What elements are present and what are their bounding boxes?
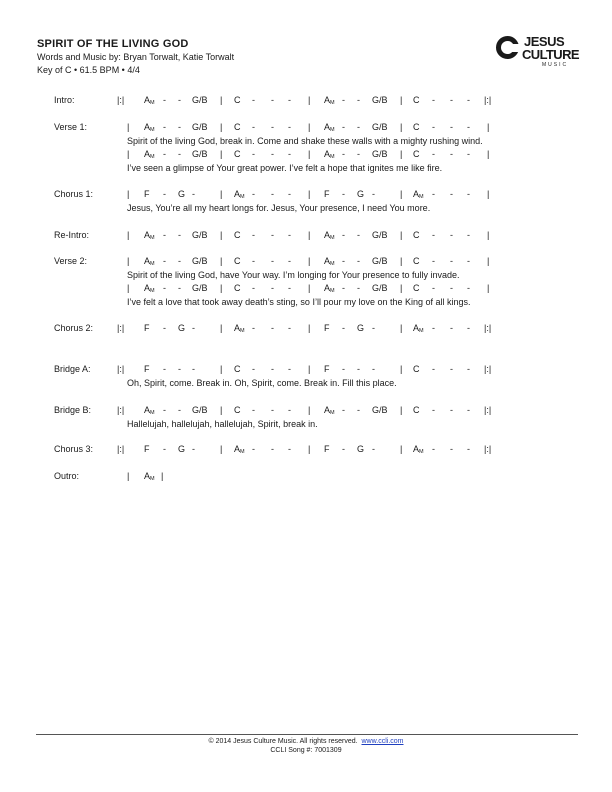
beat-dash: - [192, 444, 195, 454]
song-title: SPIRIT OF THE LIVING GOD [37, 38, 189, 50]
bar-line: | [220, 230, 223, 240]
beat-dash: - [450, 364, 453, 374]
beat-dash: - [163, 122, 166, 132]
beat-dash: - [252, 283, 255, 293]
chord-symbol: $A_M$ [324, 122, 335, 133]
lyric-line: Spirit of the living God, break in. Come and shake these walls with a mighty rushing wind. [127, 135, 483, 146]
beat-dash: - [357, 256, 360, 266]
chord-line [0, 363, 612, 375]
bar-line: | [220, 364, 223, 374]
beat-dash: - [163, 364, 166, 374]
chord-symbol: F [144, 364, 150, 374]
chord-symbol: G/B [372, 149, 388, 159]
ccli-song-number: CCLI Song #: 7001309 [270, 747, 342, 754]
ccli-link[interactable]: www.ccli.com [361, 738, 404, 745]
chord-symbol: G/B [192, 95, 208, 105]
beat-dash: - [342, 95, 345, 105]
chord-line [0, 282, 612, 294]
chord-line [0, 404, 612, 416]
chord-symbol: G/B [192, 230, 208, 240]
beat-dash: - [178, 256, 181, 266]
copyright-text: © 2014 Jesus Culture Music. All rights reserved. [208, 738, 358, 745]
chord-symbol: $A_M$ [144, 95, 155, 106]
chord-symbol: $A_M$ [144, 149, 155, 160]
beat-dash: - [432, 364, 435, 374]
song-key-info: Key of C • 61.5 BPM • 4/4 [37, 65, 140, 75]
beat-dash: - [288, 256, 291, 266]
section-label: Outro: [54, 471, 80, 481]
bar-line: | [487, 149, 490, 159]
bar-line: | [308, 283, 311, 293]
bar-line: | [400, 405, 403, 415]
section-label: Bridge B: [54, 405, 92, 415]
beat-dash: - [432, 230, 435, 240]
chord-symbol: F [324, 189, 330, 199]
chord-symbol: C [413, 122, 420, 132]
chord-symbol: G/B [192, 283, 208, 293]
bar-line: | [400, 122, 403, 132]
beat-dash: - [252, 149, 255, 159]
beat-dash: - [467, 364, 470, 374]
lyric-line: Spirit of the living God, have Your way. I’m longing for Your presence to fully invade. [127, 269, 460, 280]
bar-line: | [127, 149, 130, 159]
chord-symbol: $A_M$ [144, 230, 155, 241]
chord-symbol: C [234, 149, 241, 159]
bar-line: | [127, 230, 130, 240]
chord-symbol: C [234, 364, 241, 374]
bar-line: | [308, 323, 311, 333]
bar-line: |:| [117, 323, 125, 333]
beat-dash: - [271, 189, 274, 199]
bar-line: | [220, 256, 223, 266]
chord-symbol: G/B [192, 122, 208, 132]
beat-dash: - [450, 323, 453, 333]
beat-dash: - [271, 95, 274, 105]
song-credits: Words and Music by: Bryan Torwalt, Katie Torwalt [37, 52, 235, 62]
lyric-line: I’ve seen a glimpse of Your great power. I’ve felt a hope that ignites me like fire. [127, 162, 443, 173]
beat-dash: - [372, 444, 375, 454]
beat-dash: - [357, 230, 360, 240]
bar-line: | [400, 364, 403, 374]
beat-dash: - [450, 230, 453, 240]
chord-symbol: $A_M$ [234, 323, 245, 334]
beat-dash: - [178, 364, 181, 374]
beat-dash: - [467, 323, 470, 333]
chord-symbol: $A_M$ [324, 95, 335, 106]
chord-symbol: C [234, 405, 241, 415]
beat-dash: - [432, 283, 435, 293]
beat-dash: - [252, 122, 255, 132]
bar-line: | [127, 471, 130, 481]
lyric-line: Jesus, You’re all my heart longs for. Jesus, Your presence, I need You more. [127, 202, 431, 213]
beat-dash: - [163, 405, 166, 415]
chord-symbol: F [324, 323, 330, 333]
beat-dash: - [271, 149, 274, 159]
beat-dash: - [163, 444, 166, 454]
beat-dash: - [252, 444, 255, 454]
bar-line: | [487, 230, 490, 240]
bar-line: | [220, 444, 223, 454]
chord-symbol: $A_M$ [144, 471, 155, 482]
bar-line: | [400, 283, 403, 293]
beat-dash: - [357, 364, 360, 374]
bar-line: | [127, 122, 130, 132]
beat-dash: - [342, 405, 345, 415]
beat-dash: - [163, 149, 166, 159]
chord-symbol: $A_M$ [413, 189, 424, 200]
bar-line: | [400, 323, 403, 333]
beat-dash: - [271, 405, 274, 415]
bar-line: | [308, 230, 311, 240]
bar-line: | [308, 149, 311, 159]
beat-dash: - [432, 95, 435, 105]
chord-symbol: $A_M$ [324, 405, 335, 416]
footer-copyright-line [0, 737, 612, 746]
chord-symbol: C [413, 364, 420, 374]
beat-dash: - [357, 95, 360, 105]
beat-dash: - [271, 444, 274, 454]
bar-line: | [308, 122, 311, 132]
bar-line: | [308, 95, 311, 105]
bar-line: | [220, 189, 223, 199]
beat-dash: - [178, 405, 181, 415]
chord-symbol: $A_M$ [413, 323, 424, 334]
beat-dash: - [288, 283, 291, 293]
beat-dash: - [288, 364, 291, 374]
beat-dash: - [252, 323, 255, 333]
beat-dash: - [432, 122, 435, 132]
bar-line: | [487, 256, 490, 266]
chord-symbol: F [144, 189, 150, 199]
bar-line: |:| [484, 95, 492, 105]
bar-line: | [220, 95, 223, 105]
beat-dash: - [252, 405, 255, 415]
beat-dash: - [271, 230, 274, 240]
beat-dash: - [467, 149, 470, 159]
bar-line: |:| [484, 323, 492, 333]
chord-symbol: C [234, 95, 241, 105]
beat-dash: - [342, 256, 345, 266]
beat-dash: - [178, 149, 181, 159]
beat-dash: - [467, 95, 470, 105]
chord-symbol: G/B [372, 405, 388, 415]
chord-symbol: F [324, 364, 330, 374]
chord-symbol: $A_M$ [144, 122, 155, 133]
chord-line [0, 322, 612, 334]
chord-line [0, 188, 612, 200]
chord-line [0, 443, 612, 455]
beat-dash: - [163, 230, 166, 240]
bar-line: | [220, 283, 223, 293]
beat-dash: - [467, 122, 470, 132]
chord-symbol: G [178, 189, 186, 199]
bar-line: | [161, 471, 164, 481]
bar-line: |:| [484, 444, 492, 454]
bar-line: |:| [117, 95, 125, 105]
beat-dash: - [432, 323, 435, 333]
chord-line [0, 255, 612, 267]
beat-dash: - [342, 230, 345, 240]
chord-symbol: G/B [192, 149, 208, 159]
beat-dash: - [288, 149, 291, 159]
bar-line: | [400, 189, 403, 199]
beat-dash: - [357, 122, 360, 132]
chord-line [0, 94, 612, 106]
beat-dash: - [271, 256, 274, 266]
beat-dash: - [163, 283, 166, 293]
section-label: Chorus 3: [54, 444, 94, 454]
chord-symbol: $A_M$ [234, 189, 245, 200]
beat-dash: - [372, 189, 375, 199]
beat-dash: - [178, 283, 181, 293]
beat-dash: - [342, 122, 345, 132]
section-label: Intro: [54, 95, 75, 105]
chord-symbol: C [413, 149, 420, 159]
bar-line: | [127, 189, 130, 199]
beat-dash: - [252, 95, 255, 105]
bar-line: |:| [117, 364, 125, 374]
bar-line: | [487, 122, 490, 132]
bar-line: | [487, 189, 490, 199]
section-label: Verse 1: [54, 122, 88, 132]
bar-line: | [308, 364, 311, 374]
bar-line: | [400, 230, 403, 240]
beat-dash: - [450, 256, 453, 266]
chord-line [0, 229, 612, 241]
beat-dash: - [288, 95, 291, 105]
chord-symbol: G [357, 323, 365, 333]
beat-dash: - [372, 323, 375, 333]
beat-dash: - [163, 323, 166, 333]
beat-dash: - [450, 444, 453, 454]
beat-dash: - [288, 323, 291, 333]
song-header [37, 38, 234, 77]
beat-dash: - [192, 364, 195, 374]
beat-dash: - [357, 283, 360, 293]
lyric-line: I’ve felt a love that took away death’s sting, so I’ll pour my love on the King of all kings. [127, 296, 471, 307]
bar-line: |:| [484, 364, 492, 374]
beat-dash: - [271, 122, 274, 132]
beat-dash: - [450, 405, 453, 415]
beat-dash: - [467, 405, 470, 415]
bar-line: |:| [117, 444, 125, 454]
logo-word-2: CULTURE [522, 47, 579, 62]
beat-dash: - [271, 364, 274, 374]
chord-line [0, 470, 612, 482]
beat-dash: - [357, 149, 360, 159]
bar-line: |:| [484, 405, 492, 415]
logo-word-3: MUSIC [542, 62, 569, 68]
beat-dash: - [178, 230, 181, 240]
chord-symbol: $A_M$ [144, 405, 155, 416]
beat-dash: - [342, 149, 345, 159]
chord-symbol: $A_M$ [234, 444, 245, 455]
beat-dash: - [450, 95, 453, 105]
bar-line: | [400, 149, 403, 159]
beat-dash: - [342, 364, 345, 374]
chord-symbol: G [178, 444, 186, 454]
beat-dash: - [342, 283, 345, 293]
beat-dash: - [163, 95, 166, 105]
beat-dash: - [271, 283, 274, 293]
chord-symbol: G/B [372, 283, 388, 293]
beat-dash: - [432, 405, 435, 415]
beat-dash: - [342, 444, 345, 454]
bar-line: | [220, 323, 223, 333]
chord-symbol: C [234, 283, 241, 293]
chord-symbol: G/B [372, 256, 388, 266]
beat-dash: - [357, 405, 360, 415]
jesus-culture-logo [494, 34, 580, 72]
chord-symbol: C [413, 283, 420, 293]
chord-line [0, 121, 612, 133]
section-label: Chorus 1: [54, 189, 94, 199]
beat-dash: - [467, 230, 470, 240]
beat-dash: - [288, 405, 291, 415]
bar-line: | [487, 283, 490, 293]
beat-dash: - [432, 444, 435, 454]
chord-symbol: G/B [192, 256, 208, 266]
beat-dash: - [372, 364, 375, 374]
bar-line: | [400, 95, 403, 105]
beat-dash: - [467, 189, 470, 199]
bar-line: | [308, 256, 311, 266]
bar-line: | [220, 405, 223, 415]
chord-symbol: C [413, 230, 420, 240]
chord-symbol: G/B [372, 122, 388, 132]
bar-line: | [308, 444, 311, 454]
bar-line: | [127, 256, 130, 266]
bar-line: | [127, 283, 130, 293]
beat-dash: - [342, 189, 345, 199]
bar-line: | [308, 405, 311, 415]
beat-dash: - [288, 122, 291, 132]
beat-dash: - [342, 323, 345, 333]
beat-dash: - [163, 256, 166, 266]
footer-divider [36, 734, 578, 735]
bar-line: |:| [117, 405, 125, 415]
chord-symbol: G [357, 189, 365, 199]
bar-line: | [400, 444, 403, 454]
beat-dash: - [252, 230, 255, 240]
chord-symbol: C [234, 256, 241, 266]
chord-symbol: F [144, 444, 150, 454]
chord-symbol: C [234, 122, 241, 132]
beat-dash: - [252, 189, 255, 199]
chord-line [0, 148, 612, 160]
beat-dash: - [178, 95, 181, 105]
chord-symbol: G [357, 444, 365, 454]
chord-symbol: C [413, 95, 420, 105]
chord-symbol: C [234, 230, 241, 240]
beat-dash: - [450, 189, 453, 199]
bar-line: | [220, 149, 223, 159]
logo-word-1: JESUS [524, 34, 565, 49]
beat-dash: - [432, 149, 435, 159]
beat-dash: - [467, 256, 470, 266]
beat-dash: - [450, 283, 453, 293]
chord-symbol: $A_M$ [144, 283, 155, 294]
section-label: Bridge A: [54, 364, 91, 374]
section-label: Verse 2: [54, 256, 88, 266]
beat-dash: - [163, 189, 166, 199]
beat-dash: - [432, 189, 435, 199]
beat-dash: - [288, 230, 291, 240]
beat-dash: - [192, 189, 195, 199]
chord-symbol: $A_M$ [324, 230, 335, 241]
lyric-line: Hallelujah, hallelujah, hallelujah, Spirit, break in. [127, 418, 318, 429]
chord-symbol: G/B [372, 95, 388, 105]
beat-dash: - [178, 122, 181, 132]
section-label: Chorus 2: [54, 323, 94, 333]
bar-line: | [400, 256, 403, 266]
beat-dash: - [252, 364, 255, 374]
chord-symbol: G [178, 323, 186, 333]
chord-symbol: G/B [372, 230, 388, 240]
bar-line: | [308, 189, 311, 199]
section-label: Re-Intro: [54, 230, 90, 240]
beat-dash: - [192, 323, 195, 333]
beat-dash: - [252, 256, 255, 266]
chord-symbol: F [144, 323, 150, 333]
bar-line: | [220, 122, 223, 132]
beat-dash: - [288, 444, 291, 454]
chord-symbol: $A_M$ [324, 256, 335, 267]
beat-dash: - [432, 256, 435, 266]
lyric-line: Oh, Spirit, come. Break in. Oh, Spirit, come. Break in. Fill this place. [127, 377, 397, 388]
chord-symbol: $A_M$ [324, 149, 335, 160]
beat-dash: - [450, 122, 453, 132]
chord-symbol: F [324, 444, 330, 454]
beat-dash: - [288, 189, 291, 199]
chord-symbol: $A_M$ [144, 256, 155, 267]
beat-dash: - [450, 149, 453, 159]
chord-symbol: C [413, 256, 420, 266]
beat-dash: - [467, 283, 470, 293]
chord-symbol: $A_M$ [413, 444, 424, 455]
beat-dash: - [467, 444, 470, 454]
chord-symbol: G/B [192, 405, 208, 415]
beat-dash: - [271, 323, 274, 333]
chord-symbol: C [413, 405, 420, 415]
chord-symbol: $A_M$ [324, 283, 335, 294]
